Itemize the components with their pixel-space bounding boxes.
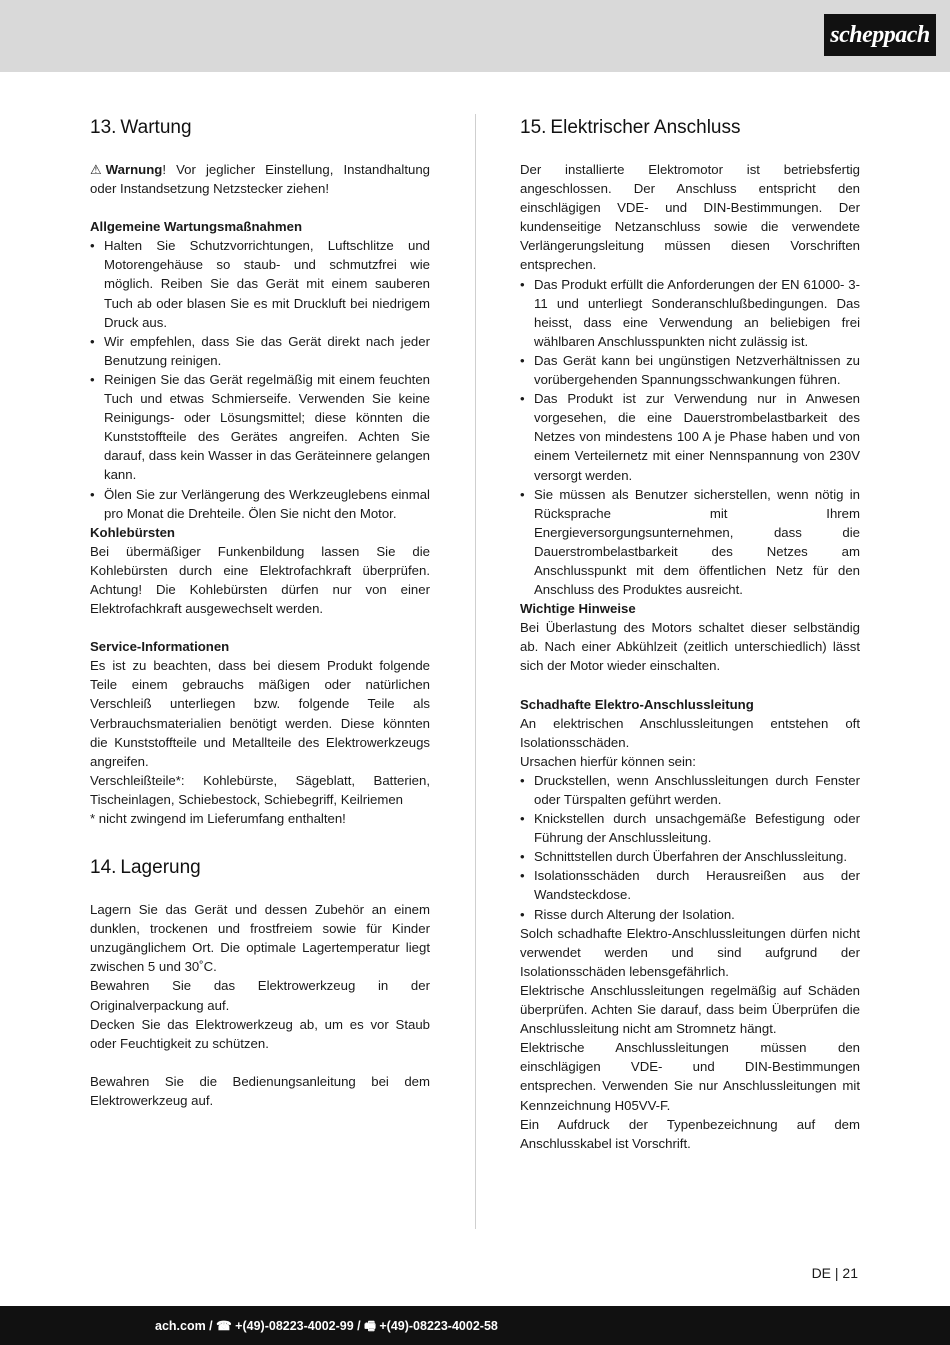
- list-item: • Schnittstellen durch Überfahren der Anschlussleitung.: [520, 847, 860, 866]
- list-item: • Reinigen Sie das Gerät regelmäßig mit einem feuchten Tuch und etwas Schmierseife. Verwenden Sie keine Reinigungs- oder Lösungsmittel; diese könnten die Kunststoffteile des Gerätes angreifen. Achten Sie darauf, dass kein Wasser in das Geräteinnere gelangen kann.: [90, 370, 430, 485]
- list-item: • Halten Sie Schutzvorrichtungen, Luftschlitze und Motorengehäuse so staub- und schmutzfrei wie möglich. Reiben Sie das Gerät mit einem sauberen Tuch ab oder blasen Sie es mit Druckluft bei niedrigem Druck aus.: [90, 236, 430, 331]
- list-item: • Sie müssen als Benutzer sicherstellen, wenn nötig in Rücksprache mit Ihrem Energieversorgungsunternehmen, dass die Dauerstrombelastbarkeit des Netzes am Anschlusspunkt mit dem öffentlichen Netz für den Anschluss des Produktes ausreicht.: [520, 485, 860, 600]
- list-item: • Isolationsschäden durch Herausreißen aus der Wandsteckdose.: [520, 866, 860, 904]
- list-item: • Druckstellen, wenn Anschlussleitungen durch Fenster oder Türspalten geführt werden.: [520, 771, 860, 809]
- storage-text-2: Bewahren Sie das Elektrowerkzeug in der Originalverpackung auf.: [90, 978, 430, 1013]
- section-13-heading: 13. Wartung: [90, 117, 192, 138]
- list-item: • Das Produkt ist zur Verwendung nur in Anwesen vorgesehen, die eine Dauerstrombelastbarkeit des Netzes von mindestens 100 A je Phase haben und von einem Verteilernetz mit einer Nennspannung von 230V versorgt werden.: [520, 389, 860, 484]
- list-item: • Risse durch Alterung der Isolation.: [520, 905, 860, 924]
- footer-bar: [0, 1306, 950, 1345]
- storage-text-3: Decken Sie das Elektrowerkzeug ab, um es vor Staub oder Feuchtigkeit zu schützen.: [90, 1016, 430, 1051]
- carbon-brushes-heading: Kohlebürsten: [90, 524, 175, 540]
- header-bar: [0, 0, 950, 72]
- brand-logo: scheppach: [824, 14, 936, 56]
- service-info-text: Es ist zu beachten, dass bei diesem Produkt folgende Teile einem gebrauchs mäßigen oder natürlichen Verschleiß unterliegen bzw. folgende Teile als Verbrauchsmaterialien benötigt werden. Diese könnten die Kunststoffteile und Metallteile des Elektrowerkzeugs angreifen.: [90, 658, 430, 769]
- warning-triangle-icon: ⚠: [90, 162, 102, 177]
- carbon-brushes-text: Bei übermäßiger Funkenbildung lassen Sie die Kohlebürsten durch eine Elektrofachkraft überprüfen. Achtung! Die Kohlebürsten dürfen nur von einer Elektrofachkraft ausgewechselt werden.: [90, 543, 430, 617]
- storage-text-4: Bewahren Sie die Bedienungsanleitung bei dem Elektrowerkzeug auf.: [90, 1073, 430, 1108]
- electrical-intro: Der installierte Elektromotor ist betriebsfertig angeschlossen. Der Anschluss entspricht den einschlägigen VDE- und DIN-Bestimmungen. Der kundenseitige Netzanschluss sowie die verwendete Verlängerungsleitung müssen diesen Vorschriften entsprechen.: [520, 162, 860, 273]
- column-divider: [475, 114, 476, 1229]
- maintenance-warning: ⚠ Warnung! Vor jeglicher Einstellung, Instandhaltung oder Instandsetzung Netzstecker ziehen!: [90, 162, 430, 197]
- section-15-heading: 15. Elektrischer Anschluss: [520, 117, 741, 138]
- important-notes-text: Bei Überlastung des Motors schaltet dieser selbständig ab. Nach einer Abkühlzeit (zeitlich unterschiedlich) lässt sich der Motor wieder einschalten.: [520, 620, 860, 674]
- damaged-cable-text-3: Solch schadhafte Elektro-Anschlussleitungen dürfen nicht verwendet werden und sind aufgrund der Isolationsschäden lebensgefährlich.: [520, 925, 860, 979]
- service-info-heading: Service-Informationen: [90, 639, 230, 655]
- electrical-list: [520, 275, 860, 600]
- section-14-heading: 14. Lagerung: [90, 857, 201, 879]
- damaged-cable-text-1: An elektrischen Anschlussleitungen entstehen oft Isolationsschäden.: [520, 715, 860, 750]
- footer-contact: ach.com / ☎ +(49)-08223-4002-99 / 🖷 +(49)-08223-4002-58: [155, 1319, 498, 1333]
- damaged-cable-text-5: Elektrische Anschlussleitungen müssen den einschlägigen VDE- und DIN-Bestimmungen entsprechen. Verwenden Sie nur Anschlussleitungen mit Kennzeichnung H05VV-F.: [520, 1040, 860, 1113]
- storage-text-1: Lagern Sie das Gerät und dessen Zubehör an einem dunklen, trockenen und frostfreiem sowie für Kinder unzugänglichem Ort. Die optimale Lagertemperatur liegt zwischen 5 und 30˚C.: [90, 902, 430, 975]
- damaged-cable-text-4: Elektrische Anschlussleitungen regelmäßig auf Schäden überprüfen. Achten Sie darauf, dass beim Überprüfen die Anschlussleitung nicht am Stromnetz hängt.: [520, 982, 860, 1037]
- right-column: [520, 116, 860, 1153]
- left-column: [90, 116, 430, 1110]
- general-maintenance-list: [90, 236, 430, 522]
- wear-parts-text: Verschleißteile*: Kohlebürste, Sägeblatt, Batterien, Tischeinlagen, Schiebestock, Schiebegriff, Keilriemen: [90, 772, 430, 807]
- footnote: * nicht zwingend im Lieferumfang enthalten!: [90, 811, 346, 826]
- general-maintenance-heading: Allgemeine Wartungsmaßnahmen: [90, 219, 303, 235]
- damaged-cable-text-6: Ein Aufdruck der Typenbezeichnung auf dem Anschlusskabel ist Vorschrift.: [520, 1116, 860, 1151]
- important-notes-heading: Wichtige Hinweise: [520, 601, 636, 617]
- list-item: • Das Produkt erfüllt die Anforderungen der EN 61000- 3-11 und unterliegt Sonderanschlußbedingungen. Das heisst, dass eine Verwendung an beliebigen frei wählbaren Anschlusspunkten nicht zulässig ist.: [520, 275, 860, 351]
- list-item: • Knickstellen durch unsachgemäße Befestigung oder Führung der Anschlussleitung.: [520, 809, 860, 847]
- damaged-cable-list: [520, 771, 860, 924]
- list-item: • Wir empfehlen, dass Sie das Gerät direkt nach jeder Benutzung reinigen.: [90, 332, 430, 370]
- damaged-cable-heading: Schadhafte Elektro-Anschlussleitung: [520, 696, 754, 712]
- list-item: • Ölen Sie zur Verlängerung des Werkzeuglebens einmal pro Monat die Drehteile. Ölen Sie nicht den Motor.: [90, 485, 430, 523]
- list-item: • Das Gerät kann bei ungünstigen Netzverhältnissen zu vorübergehenden Spannungsschwankungen führen.: [520, 351, 860, 389]
- page-number: DE | 21: [811, 1265, 858, 1281]
- damaged-cable-text-2: Ursachen hierfür können sein:: [520, 753, 696, 769]
